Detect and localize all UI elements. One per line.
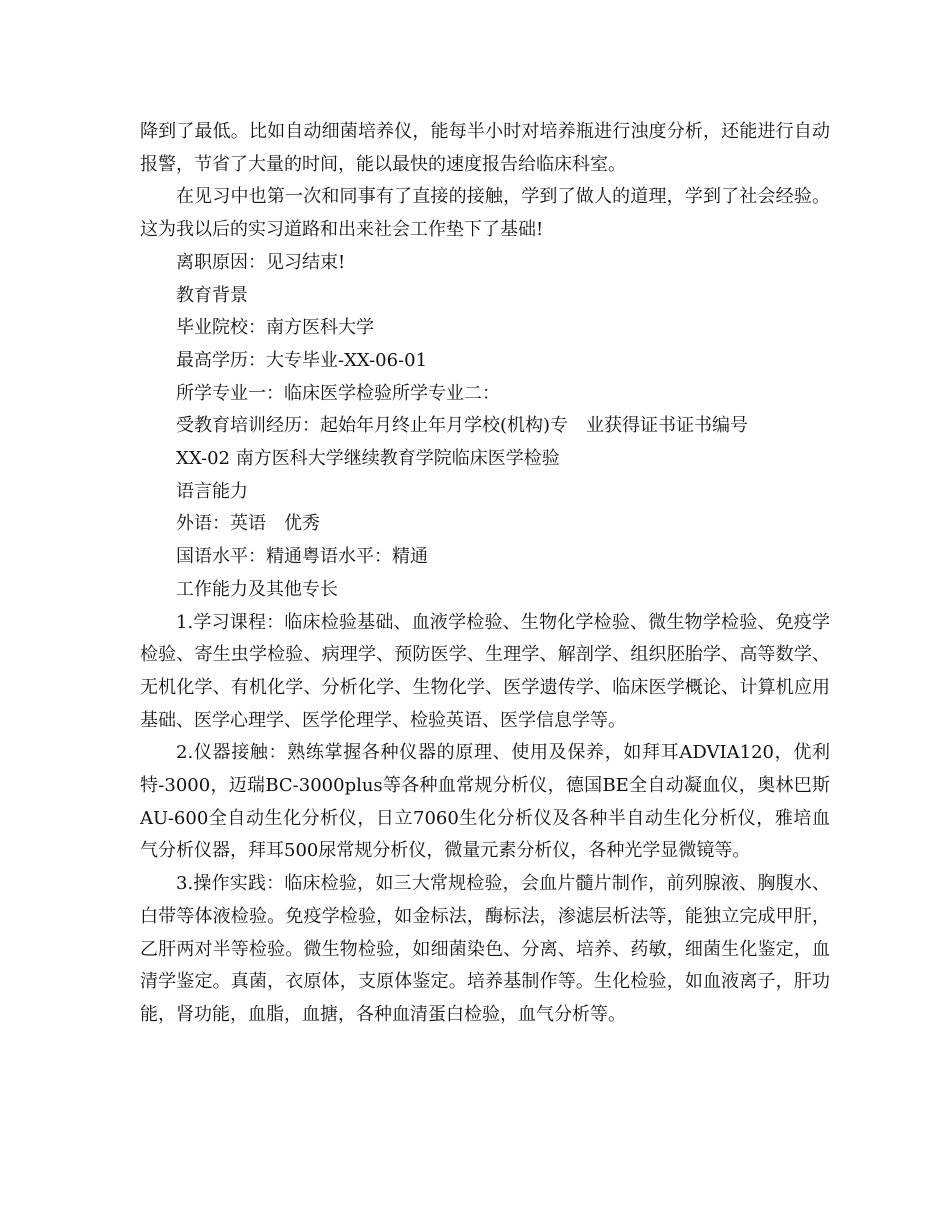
paragraph-internship-experience: 在见习中也第一次和同事有了直接的接触，学到了做人的道理，学到了社会经验。这为我以后的实习道路和出来社会工作垫下了基础! [140,186,830,241]
mandarin-cantonese-level: 国语水平：精通粤语水平：精通 [176,546,428,568]
section-heading-language: 语言能力 [176,480,248,502]
leave-reason: 离职原因：见习结束! [176,251,346,273]
paragraph-lab-automation: 降到了最低。比如自动细菌培养仪，能每半小时对培养瓶进行浊度分析，还能进行自动报警，节省了大量的时间，能以最快的速度报告给临床科室。 [140,121,830,175]
section-heading-skills: 工作能力及其他专长 [176,578,338,600]
highest-degree: 最高学历：大专毕业-XX-06-01 [176,349,428,371]
graduate-school: 毕业院校：南方医科大学 [176,317,374,339]
paragraph-instruments: 2.仪器接触：熟练掌握各种仪器的原理、使用及保养，如拜耳ADVIA120，优利特-3000，迈瑞BC-3000plus等各种血常规分析仪，德国BE全自动凝血仪，奥林巴斯AU-600全自动生化分析仪，日立7060生化分析仪及各种半自动生化分析仪，雅培血气分析仪器，拜耳500尿常规分析仪，微量元素分析仪，各种光学显微镜等。 [140,742,830,862]
paragraph-practice: 3.操作实践：临床检验，如三大常规检验，会血片髓片制作，前列腺液、胸腹水、白带等体液检验。免疫学检验，如金标法，酶标法，渗滤层析法等，能独立完成甲肝，乙肝两对半等检验。微生物检验，如细菌染色、分离、培养、药敏，细菌生化鉴定，血清学鉴定。真菌，衣原体，支原体鉴定。培养基制作等。生化检验，如血液离子，肝功能，肾功能，血脂，血搪，各种血清蛋白检验，血气分析等。 [140,873,830,1025]
document-body [140,116,830,1032]
training-history-entry: XX-02 南方医科大学继续教育学院临床医学检验 [176,448,560,470]
paragraph-courses: 1.学习课程：临床检验基础、血液学检验、生物化学检验、微生物学检验、免疫学检验、寄生虫学检验、病理学、预防医学、生理学、解剖学、组织胚胎学、高等数学、无机化学、有机化学、分析化学、生物化学、医学遗传学、临床医学概论、计算机应用基础、医学心理学、医学伦理学、检验英语、医学信息学等。 [140,611,830,731]
majors: 所学专业一：临床医学检验所学专业二： [176,382,500,404]
section-heading-education: 教育背景 [176,284,248,306]
training-history-header: 受教育培训经历：起始年月终止年月学校(机构)专 业获得证书证书编号 [176,415,749,437]
foreign-language: 外语：英语 优秀 [176,513,320,535]
